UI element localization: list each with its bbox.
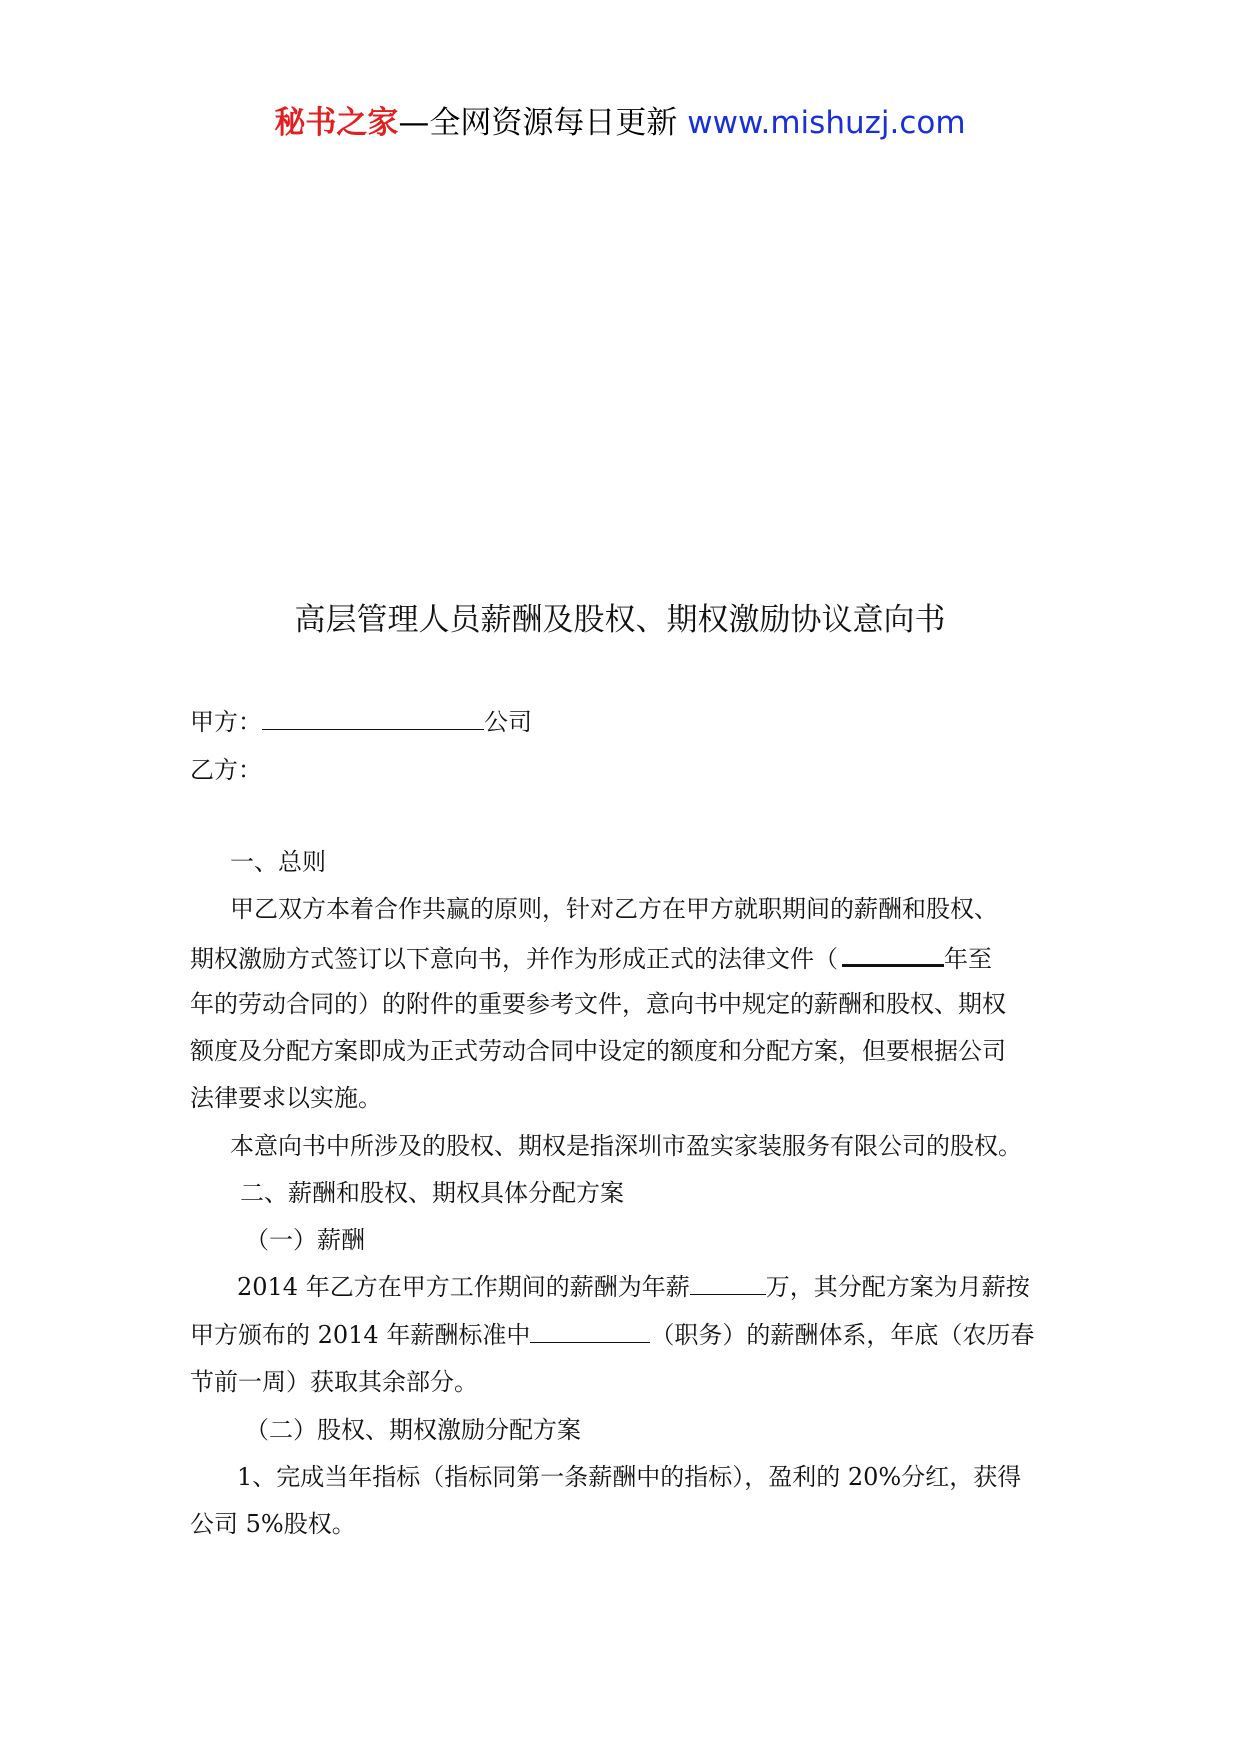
- paragraph-text: 期权激励方式签订以下意向书，并作为形成正式的法律文件（: [190, 945, 838, 973]
- position-blank: [530, 1318, 650, 1343]
- site-brand: 秘书之家: [274, 105, 399, 141]
- annual-salary-blank: [690, 1270, 766, 1295]
- paragraph-line: 额度及分配方案即成为正式劳动合同中设定的额度和分配方案，但要根据公司: [190, 1037, 1006, 1065]
- party-a-line: [190, 705, 532, 739]
- paragraph-text: 年至: [944, 945, 992, 973]
- general-heading: 一、总则: [230, 848, 326, 876]
- paragraph-line: [190, 1318, 1034, 1352]
- site-url-link[interactable]: www.mishuzj.com: [687, 105, 966, 141]
- paragraph-line: 本意向书中所涉及的股权、期权是指深圳市盈实家装服务有限公司的股权。: [230, 1132, 1022, 1160]
- site-slogan: —全网资源每日更新: [398, 105, 678, 141]
- party-a-blank: [262, 705, 484, 730]
- document-title: 高层管理人员薪酬及股权、期权激励协议意向书: [294, 602, 946, 638]
- paragraph-line: 年的劳动合同的）的附件的重要参考文件，意向书中规定的薪酬和股权、期权: [190, 990, 1006, 1018]
- paragraph-line: 甲乙双方本着合作共赢的原则，针对乙方在甲方就职期间的薪酬和股权、: [230, 895, 998, 923]
- paragraph-line: [237, 1270, 1030, 1304]
- paragraph-text: 甲方颁布的 2014 年薪酬标准中: [190, 1321, 531, 1349]
- paragraph-line: 节前一周）获取其余部分。: [190, 1368, 478, 1396]
- paragraph-line: 1、完成当年指标（指标同第一条薪酬中的指标），盈利的 20%分红，获得: [237, 1463, 1022, 1491]
- salary-heading: （一）薪酬: [245, 1226, 365, 1254]
- paragraph-line: [190, 940, 992, 976]
- paragraph-text: （职务）的薪酬体系，年底（农历春: [650, 1321, 1035, 1349]
- contract-year-blank: [842, 940, 944, 967]
- site-header: [0, 100, 1240, 146]
- equity-heading: （二）股权、期权激励分配方案: [245, 1416, 581, 1444]
- paragraph-text: 万，其分配方案为月薪按: [765, 1273, 1030, 1301]
- plan-heading: 二、薪酬和股权、期权具体分配方案: [240, 1179, 624, 1207]
- paragraph-text: 2014 年乙方在甲方工作期间的薪酬为年薪: [237, 1273, 690, 1301]
- party-a-suffix: 公司: [484, 708, 532, 736]
- party-b-label: 乙方：: [190, 756, 262, 784]
- party-a-label: 甲方：: [190, 708, 262, 736]
- paragraph-line: 公司 5%股权。: [190, 1510, 356, 1538]
- paragraph-line: 法律要求以实施。: [190, 1084, 382, 1112]
